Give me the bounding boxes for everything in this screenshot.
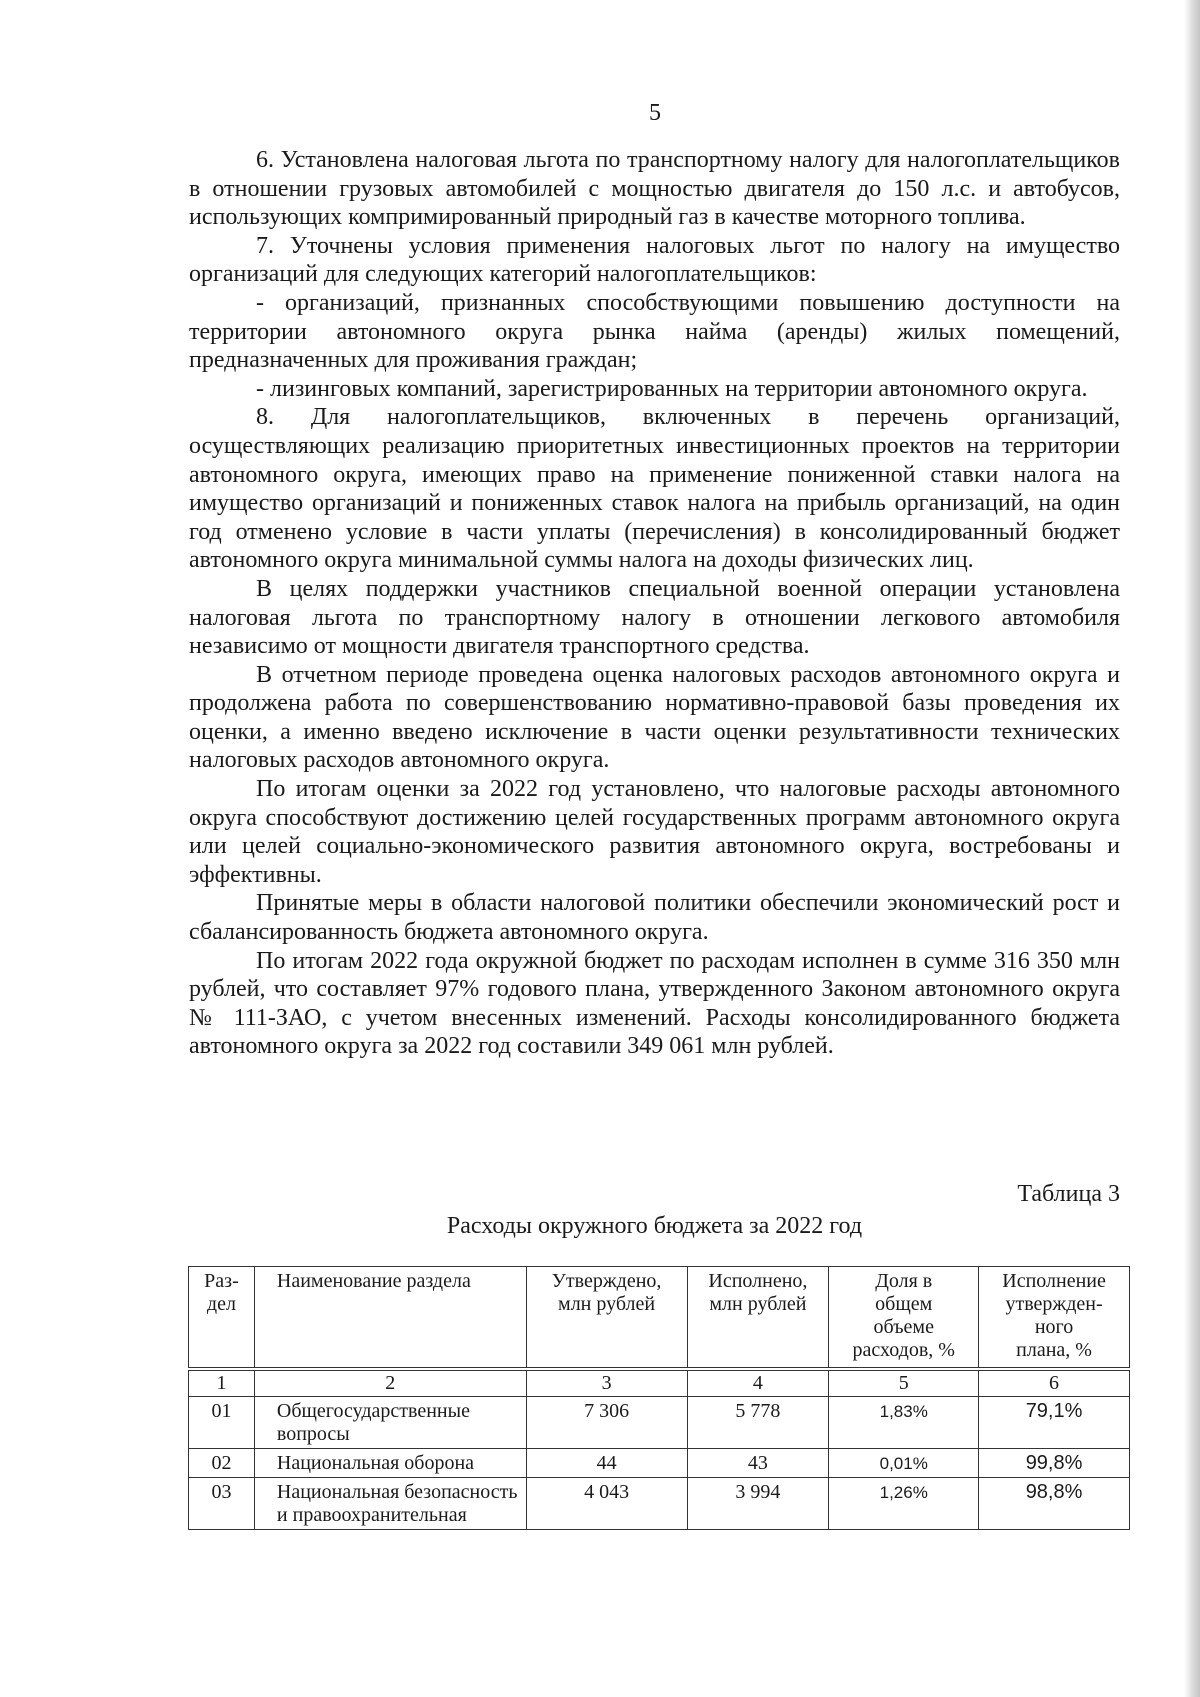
- section-name: Общегосударственные вопросы: [254, 1396, 526, 1448]
- page-number: 5: [649, 100, 661, 126]
- column-number: 4: [687, 1369, 829, 1397]
- section-code: 02: [189, 1448, 255, 1477]
- paragraph: В целях поддержки участников специальной военной операции установлена налоговая льгота по транспортному налогу в отношении легкового автомобиля независимо от мощности двигателя транспортного средства.: [189, 575, 1120, 660]
- plan-percent: 79,1%: [979, 1396, 1130, 1448]
- column-number: 3: [526, 1369, 687, 1397]
- approved-amount: 7 306: [526, 1396, 687, 1448]
- plan-percent: 98,8%: [979, 1477, 1130, 1529]
- paragraph: 8. Для налогоплательщиков, включенных в перечень организаций, осуществляющих реализацию приоритетных инвестиционных проектов на территории автономного округа, имеющих право на применение пониженной ставки налога на имущество организаций и пониженных ставок налога на прибыль организаций, на один год отменено условие в части уплаты (перечисления) в консолидированный бюджет автономного округа минимальной суммы налога на доходы физических лиц.: [189, 404, 1120, 574]
- executed-amount: 5 778: [687, 1396, 829, 1448]
- page-edge-shadow: [1184, 0, 1200, 1697]
- share-percent: 1,83%: [829, 1396, 979, 1448]
- plan-percent: 99,8%: [979, 1448, 1130, 1477]
- approved-amount: 44: [526, 1448, 687, 1477]
- column-number: 6: [979, 1369, 1130, 1397]
- column-number: 2: [254, 1369, 526, 1397]
- table-label: Таблица 3: [1017, 1181, 1120, 1207]
- paragraph: 7. Уточнены условия применения налоговых льгот по налогу на имущество организаций для следующих категорий налогоплательщиков:: [189, 232, 1120, 288]
- table-row: [189, 1477, 1130, 1529]
- paragraph: В отчетном периоде проведена оценка налоговых расходов автономного округа и продолжена работа по совершенствованию нормативно-правовой базы проведения их оценки, а именно введено исключение в части оценки результативности технических налоговых расходов автономного округа.: [189, 661, 1120, 774]
- table-title: Расходы окружного бюджета за 2022 год: [446, 1213, 863, 1239]
- executed-amount: 3 994: [687, 1477, 829, 1529]
- header-approved: Утверждено, млн рублей: [526, 1267, 687, 1369]
- header-section: Раз- дел: [189, 1267, 255, 1369]
- table-row: [189, 1396, 1130, 1448]
- share-percent: 0,01%: [829, 1448, 979, 1477]
- paragraph: 6. Установлена налоговая льгота по транспортному налогу для налогоплательщиков в отношении грузовых автомобилей с мощностью двигателя до 150 л.с. и автобусов, использующих компримированный природный газ в качестве моторного топлива.: [189, 147, 1120, 231]
- section-name: Национальная оборона: [254, 1448, 526, 1477]
- paragraph: По итогам 2022 года окружной бюджет по расходам исполнен в сумме 316 350 млн рублей, что составляет 97% годового плана, утвержденного Законом автономного округа № 111-ЗАО, с учетом внесенных изменений. Расходы консолидированного бюджета автономного округа за 2022 год составили 349 061 млн рублей.: [189, 947, 1120, 1060]
- section-name: Национальная безопасность и правоохранительная: [254, 1477, 526, 1529]
- header-plan: Исполнение утвержден- ного плана, %: [979, 1267, 1130, 1369]
- header-executed: Исполнено, млн рублей: [687, 1267, 829, 1369]
- column-number: 1: [189, 1369, 255, 1397]
- paragraph: - организаций, признанных способствующими повышению доступности на территории автономного округа рынка найма (аренды) жилых помещений, предназначенных для проживания граждан;: [189, 289, 1120, 374]
- share-percent: 1,26%: [829, 1477, 979, 1529]
- approved-amount: 4 043: [526, 1477, 687, 1529]
- header-share: Доля в общем объеме расходов, %: [829, 1267, 979, 1369]
- executed-amount: 43: [687, 1448, 829, 1477]
- body-text: [189, 146, 1120, 1061]
- section-code: 03: [189, 1477, 255, 1529]
- header-name: Наименование раздела: [254, 1267, 526, 1369]
- column-number: 5: [829, 1369, 979, 1397]
- column-number-row: [189, 1369, 1130, 1397]
- table-header-row: [189, 1267, 1130, 1369]
- section-code: 01: [189, 1396, 255, 1448]
- paragraph: Принятые меры в области налоговой политики обеспечили экономический рост и сбалансированность бюджета автономного округа.: [189, 890, 1120, 946]
- paragraph: - лизинговых компаний, зарегистрированных на территории автономного округа.: [256, 375, 1088, 402]
- budget-table: [188, 1266, 1130, 1530]
- paragraph: По итогам оценки за 2022 год установлено, что налоговые расходы автономного округа способствуют достижению целей государственных программ автономного округа или целей социально-экономического развития автономного округа, востребованы и эффективны.: [189, 776, 1120, 888]
- table-row: [189, 1448, 1130, 1477]
